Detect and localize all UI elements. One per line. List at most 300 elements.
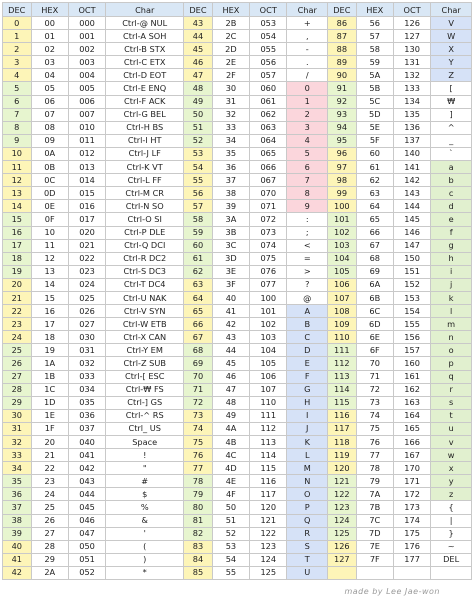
cell-char: F — [287, 370, 328, 383]
cell-oct: 167 — [393, 449, 430, 462]
cell-dec: 75 — [184, 436, 213, 449]
cell-hex: 74 — [356, 409, 393, 422]
header-oct: OCT — [68, 3, 105, 17]
table-row — [3, 134, 472, 147]
cell-oct: 005 — [68, 82, 105, 95]
cell-hex: 54 — [212, 553, 249, 566]
cell-char: 9 — [287, 200, 328, 213]
cell-oct: 051 — [68, 553, 105, 566]
cell-dec: 30 — [3, 409, 32, 422]
cell-hex: 5F — [356, 134, 393, 147]
table-row — [3, 239, 472, 252]
cell-oct: 034 — [68, 383, 105, 396]
cell-oct: 133 — [393, 82, 430, 95]
cell-hex: 50 — [212, 501, 249, 514]
cell-dec: 6 — [3, 95, 32, 108]
cell-dec: 4 — [3, 69, 32, 82]
cell-hex: 7C — [356, 514, 393, 527]
cell-oct: 103 — [250, 331, 287, 344]
cell-char: Ctrl-U NAK — [106, 291, 184, 304]
cell-oct: 150 — [393, 252, 430, 265]
cell-oct: 042 — [68, 462, 105, 475]
table-row — [3, 30, 472, 43]
cell-hex: 2F — [212, 69, 249, 82]
cell-dec: 36 — [3, 488, 32, 501]
cell-dec: 60 — [184, 239, 213, 252]
cell-hex: 33 — [212, 121, 249, 134]
table-row — [3, 56, 472, 69]
cell-dec: 40 — [3, 540, 32, 553]
cell-oct: 047 — [68, 527, 105, 540]
cell-char: x — [431, 462, 472, 475]
cell-hex: 36 — [212, 161, 249, 174]
cell-dec: 8 — [3, 121, 32, 134]
cell-dec: 100 — [328, 200, 357, 213]
cell-hex: 53 — [212, 540, 249, 553]
cell-dec: 70 — [184, 370, 213, 383]
header-hex: HEX — [212, 3, 249, 17]
table-row — [3, 291, 472, 304]
cell-oct: 064 — [250, 134, 287, 147]
cell-char: Ctrl-W ETB — [106, 318, 184, 331]
cell-hex: 27 — [31, 527, 68, 540]
cell-hex: 49 — [212, 409, 249, 422]
cell-oct: 070 — [250, 187, 287, 200]
cell-hex: 24 — [31, 488, 68, 501]
cell-char: - — [287, 43, 328, 56]
cell-oct: 050 — [68, 540, 105, 553]
cell-hex: 59 — [356, 56, 393, 69]
cell-oct: 060 — [250, 82, 287, 95]
cell-char: ( — [106, 540, 184, 553]
cell-char: I — [287, 409, 328, 422]
cell-oct: 144 — [393, 200, 430, 213]
cell-hex: 60 — [356, 147, 393, 160]
cell-hex: 39 — [212, 200, 249, 213]
cell-dec: 18 — [3, 252, 32, 265]
cell-hex: 12 — [31, 252, 68, 265]
cell-char: B — [287, 318, 328, 331]
cell-dec: 63 — [184, 278, 213, 291]
cell-char: k — [431, 291, 472, 304]
cell-oct: 122 — [250, 527, 287, 540]
cell-dec: 50 — [184, 108, 213, 121]
cell-hex: 55 — [212, 566, 249, 579]
cell-hex: 15 — [31, 291, 68, 304]
cell-hex: 40 — [212, 291, 249, 304]
cell-oct: 027 — [68, 318, 105, 331]
cell-hex: 5C — [356, 95, 393, 108]
cell-oct: 065 — [250, 147, 287, 160]
cell-dec: 23 — [3, 318, 32, 331]
cell-char: W — [431, 30, 472, 43]
cell-char: l — [431, 305, 472, 318]
cell-hex: 22 — [31, 462, 68, 475]
cell-char: 5 — [287, 147, 328, 160]
cell-dec: 121 — [328, 475, 357, 488]
cell-dec: 93 — [328, 108, 357, 121]
ascii-table — [2, 2, 472, 580]
table-row — [3, 226, 472, 239]
cell-dec: 119 — [328, 449, 357, 462]
cell-char: # — [106, 475, 184, 488]
cell-char: U — [287, 566, 328, 579]
cell-hex: 61 — [356, 161, 393, 174]
cell-oct: 001 — [68, 30, 105, 43]
cell-oct: 040 — [68, 436, 105, 449]
cell-dec: 35 — [3, 475, 32, 488]
cell-dec: 25 — [3, 344, 32, 357]
cell-char: Ctrl-E ENQ — [106, 82, 184, 95]
cell-oct: 021 — [68, 239, 105, 252]
cell-dec: 73 — [184, 409, 213, 422]
cell-hex: 09 — [31, 134, 68, 147]
cell-oct: 076 — [250, 265, 287, 278]
cell-char: g — [431, 239, 472, 252]
cell-dec: 127 — [328, 553, 357, 566]
cell-char: Ctrl-F ACK — [106, 95, 184, 108]
table-row — [3, 462, 472, 475]
cell-char: Ctrl-T DC4 — [106, 278, 184, 291]
cell-oct: 025 — [68, 291, 105, 304]
cell-oct: 162 — [393, 383, 430, 396]
cell-hex: 08 — [31, 121, 68, 134]
cell-char: a — [431, 161, 472, 174]
cell-dec: 66 — [184, 318, 213, 331]
cell-dec: 46 — [184, 56, 213, 69]
cell-oct: 067 — [250, 174, 287, 187]
cell-dec: 55 — [184, 174, 213, 187]
cell-dec: 11 — [3, 161, 32, 174]
cell-hex: 7D — [356, 527, 393, 540]
cell-oct: 056 — [250, 56, 287, 69]
table-row — [3, 161, 472, 174]
cell-oct: 152 — [393, 278, 430, 291]
cell-char: S — [287, 540, 328, 553]
cell-oct: 110 — [250, 396, 287, 409]
cell-dec: 33 — [3, 449, 32, 462]
cell-dec: 123 — [328, 501, 357, 514]
cell-oct: 054 — [250, 30, 287, 43]
cell-hex: 58 — [356, 43, 393, 56]
cell-oct: 145 — [393, 213, 430, 226]
author-credit: made by Lee Jae-won — [344, 587, 440, 596]
table-row — [3, 540, 472, 553]
cell-oct: 137 — [393, 134, 430, 147]
cell-oct: 146 — [393, 226, 430, 239]
cell-hex: 29 — [31, 553, 68, 566]
cell-hex: 44 — [212, 344, 249, 357]
cell-dec: 42 — [3, 566, 32, 579]
cell-dec: 74 — [184, 422, 213, 435]
cell-dec: 81 — [184, 514, 213, 527]
cell-hex: 3B — [212, 226, 249, 239]
table-row — [3, 553, 472, 566]
cell-hex: 52 — [212, 527, 249, 540]
table-row — [3, 147, 472, 160]
cell-char: > — [287, 265, 328, 278]
cell-hex: 56 — [356, 17, 393, 30]
cell-hex: 31 — [212, 95, 249, 108]
cell-hex: 64 — [356, 200, 393, 213]
cell-hex: 41 — [212, 305, 249, 318]
cell-oct: 164 — [393, 409, 430, 422]
header-char: Char — [287, 3, 328, 17]
cell-char: w — [431, 449, 472, 462]
cell-char: L — [287, 449, 328, 462]
cell-oct: 031 — [68, 344, 105, 357]
cell-hex: 03 — [31, 56, 68, 69]
cell-hex: 51 — [212, 514, 249, 527]
cell-char: D — [287, 344, 328, 357]
cell-hex: 1A — [31, 357, 68, 370]
cell-char: t — [431, 409, 472, 422]
cell-hex: 42 — [212, 318, 249, 331]
cell-oct: 175 — [393, 527, 430, 540]
header-char: Char — [106, 3, 184, 17]
table-row — [3, 278, 472, 291]
table-row — [3, 344, 472, 357]
cell-char: & — [106, 514, 184, 527]
cell-oct: 155 — [393, 318, 430, 331]
cell-hex: 32 — [212, 108, 249, 121]
cell-hex: 71 — [356, 370, 393, 383]
cell-hex: 5A — [356, 69, 393, 82]
cell-dec: 92 — [328, 95, 357, 108]
cell-char: % — [106, 501, 184, 514]
cell-oct: 131 — [393, 56, 430, 69]
cell-char: , — [287, 30, 328, 43]
cell-oct: 111 — [250, 409, 287, 422]
cell-char: ) — [106, 553, 184, 566]
cell-oct: 053 — [250, 17, 287, 30]
cell-dec: 37 — [3, 501, 32, 514]
cell-char: Ctrl-O SI — [106, 213, 184, 226]
cell-hex: 73 — [356, 396, 393, 409]
table-row — [3, 449, 472, 462]
cell-hex: 0E — [31, 200, 68, 213]
cell-char: . — [287, 56, 328, 69]
cell-dec: 19 — [3, 265, 32, 278]
cell-char: Ctrl-L FF — [106, 174, 184, 187]
cell-dec: 114 — [328, 383, 357, 396]
cell-hex: 43 — [212, 331, 249, 344]
cell-oct: 061 — [250, 95, 287, 108]
cell-dec: 86 — [328, 17, 357, 30]
cell-oct: 153 — [393, 291, 430, 304]
cell-oct: 160 — [393, 357, 430, 370]
cell-dec: 47 — [184, 69, 213, 82]
cell-dec: 14 — [3, 200, 32, 213]
cell-hex: 10 — [31, 226, 68, 239]
cell-oct: 016 — [68, 200, 105, 213]
cell-hex: 01 — [31, 30, 68, 43]
cell-hex: 4C — [212, 449, 249, 462]
table-row — [3, 422, 472, 435]
header-dec: DEC — [328, 3, 357, 17]
cell-hex: 0A — [31, 147, 68, 160]
cell-char: { — [431, 501, 472, 514]
cell-dec: 76 — [184, 449, 213, 462]
cell-dec: 57 — [184, 200, 213, 213]
cell-char: Ctrl-C ETX — [106, 56, 184, 69]
cell-dec: 69 — [184, 357, 213, 370]
cell-hex: 5D — [356, 108, 393, 121]
cell-char: G — [287, 383, 328, 396]
cell-oct: 107 — [250, 383, 287, 396]
cell-char: v — [431, 436, 472, 449]
cell-oct: 026 — [68, 305, 105, 318]
cell-dec: 88 — [328, 43, 357, 56]
cell-oct: 124 — [250, 553, 287, 566]
cell-dec: 51 — [184, 121, 213, 134]
cell-hex: 72 — [356, 383, 393, 396]
cell-char: Ctrl_ US — [106, 422, 184, 435]
cell-oct: 170 — [393, 462, 430, 475]
cell-dec: 1 — [3, 30, 32, 43]
cell-hex: 6B — [356, 291, 393, 304]
cell-char: q — [431, 370, 472, 383]
cell-oct: 173 — [393, 501, 430, 514]
cell-dec: 52 — [184, 134, 213, 147]
cell-hex: 4E — [212, 475, 249, 488]
cell-dec: 118 — [328, 436, 357, 449]
cell-hex: 05 — [31, 82, 68, 95]
table-body — [3, 17, 472, 580]
cell-dec: 117 — [328, 422, 357, 435]
header-hex: HEX — [356, 3, 393, 17]
cell-hex: 3D — [212, 252, 249, 265]
cell-dec: 85 — [184, 566, 213, 579]
cell-hex: 46 — [212, 370, 249, 383]
cell-oct: 141 — [393, 161, 430, 174]
cell-char: Ctrl-K VT — [106, 161, 184, 174]
cell-char: h — [431, 252, 472, 265]
cell-char: d — [431, 200, 472, 213]
cell-dec: 3 — [3, 56, 32, 69]
cell-char: Ctrl-R DC2 — [106, 252, 184, 265]
cell-dec: 61 — [184, 252, 213, 265]
cell-oct: 156 — [393, 331, 430, 344]
cell-char: _ — [431, 134, 472, 147]
table-row — [3, 475, 472, 488]
cell-hex: 5B — [356, 82, 393, 95]
table-row — [3, 17, 472, 30]
cell-char: Space — [106, 436, 184, 449]
cell-oct: 140 — [393, 147, 430, 160]
cell-oct: 163 — [393, 396, 430, 409]
cell-oct: 073 — [250, 226, 287, 239]
cell-oct: 177 — [393, 553, 430, 566]
cell-oct: 134 — [393, 95, 430, 108]
cell-char: } — [431, 527, 472, 540]
cell-char: : — [287, 213, 328, 226]
cell-oct: 014 — [68, 174, 105, 187]
cell-hex: 1E — [31, 409, 68, 422]
cell-char: ` — [431, 147, 472, 160]
cell-hex: 2E — [212, 56, 249, 69]
cell-dec: 34 — [3, 462, 32, 475]
cell-hex: 14 — [31, 278, 68, 291]
cell-hex: 66 — [356, 226, 393, 239]
cell-oct: 041 — [68, 449, 105, 462]
cell-char: 2 — [287, 108, 328, 121]
cell-oct: 012 — [68, 147, 105, 160]
cell-dec: 82 — [184, 527, 213, 540]
cell-hex: 57 — [356, 30, 393, 43]
cell-hex: 2C — [212, 30, 249, 43]
table-row — [3, 370, 472, 383]
cell-char: i — [431, 265, 472, 278]
cell-oct: 147 — [393, 239, 430, 252]
cell-dec: 53 — [184, 147, 213, 160]
cell-char: T — [287, 553, 328, 566]
cell-hex: 35 — [212, 147, 249, 160]
cell-hex: 6E — [356, 331, 393, 344]
cell-hex: 1D — [31, 396, 68, 409]
cell-dec: 68 — [184, 344, 213, 357]
cell-dec: 87 — [328, 30, 357, 43]
cell-oct: 022 — [68, 252, 105, 265]
cell-dec: 71 — [184, 383, 213, 396]
cell-char: 7 — [287, 174, 328, 187]
cell-dec: 31 — [3, 422, 32, 435]
cell-oct: 117 — [250, 488, 287, 501]
cell-char: Ctrl-^ RS — [106, 409, 184, 422]
cell-hex: 18 — [31, 331, 68, 344]
cell-char: X — [431, 43, 472, 56]
cell-char: ^ — [431, 121, 472, 134]
cell-oct: 100 — [250, 291, 287, 304]
cell-char: ' — [106, 527, 184, 540]
cell-hex: 4A — [212, 422, 249, 435]
cell-dec: 79 — [184, 488, 213, 501]
cell-oct: 172 — [393, 488, 430, 501]
cell-dec: 44 — [184, 30, 213, 43]
cell-char: Ctrl-B STX — [106, 43, 184, 56]
cell-char: Ctrl-[ ESC — [106, 370, 184, 383]
cell-hex: 2D — [212, 43, 249, 56]
cell-char: ? — [287, 278, 328, 291]
cell-oct: 125 — [250, 566, 287, 579]
cell-dec: 104 — [328, 252, 357, 265]
cell-hex: 77 — [356, 449, 393, 462]
cell-char: = — [287, 252, 328, 265]
cell-hex: 6A — [356, 278, 393, 291]
cell-dec: 84 — [184, 553, 213, 566]
cell-oct: 166 — [393, 436, 430, 449]
cell-dec: 56 — [184, 187, 213, 200]
cell-hex: 62 — [356, 174, 393, 187]
cell-oct: 114 — [250, 449, 287, 462]
cell-hex: 17 — [31, 318, 68, 331]
cell-hex: 3E — [212, 265, 249, 278]
cell-hex: 00 — [31, 17, 68, 30]
cell-char: Ctrl-V SYN — [106, 305, 184, 318]
cell-oct: 136 — [393, 121, 430, 134]
table-row — [3, 409, 472, 422]
cell-hex: 23 — [31, 475, 68, 488]
cell-dec: 29 — [3, 396, 32, 409]
cell-dec: 102 — [328, 226, 357, 239]
cell-oct: 045 — [68, 501, 105, 514]
header-oct: OCT — [393, 3, 430, 17]
cell-dec: 122 — [328, 488, 357, 501]
cell-hex: 3C — [212, 239, 249, 252]
cell-char: Ctrl-₩ FS — [106, 383, 184, 396]
cell-hex: 26 — [31, 514, 68, 527]
cell-oct: 032 — [68, 357, 105, 370]
